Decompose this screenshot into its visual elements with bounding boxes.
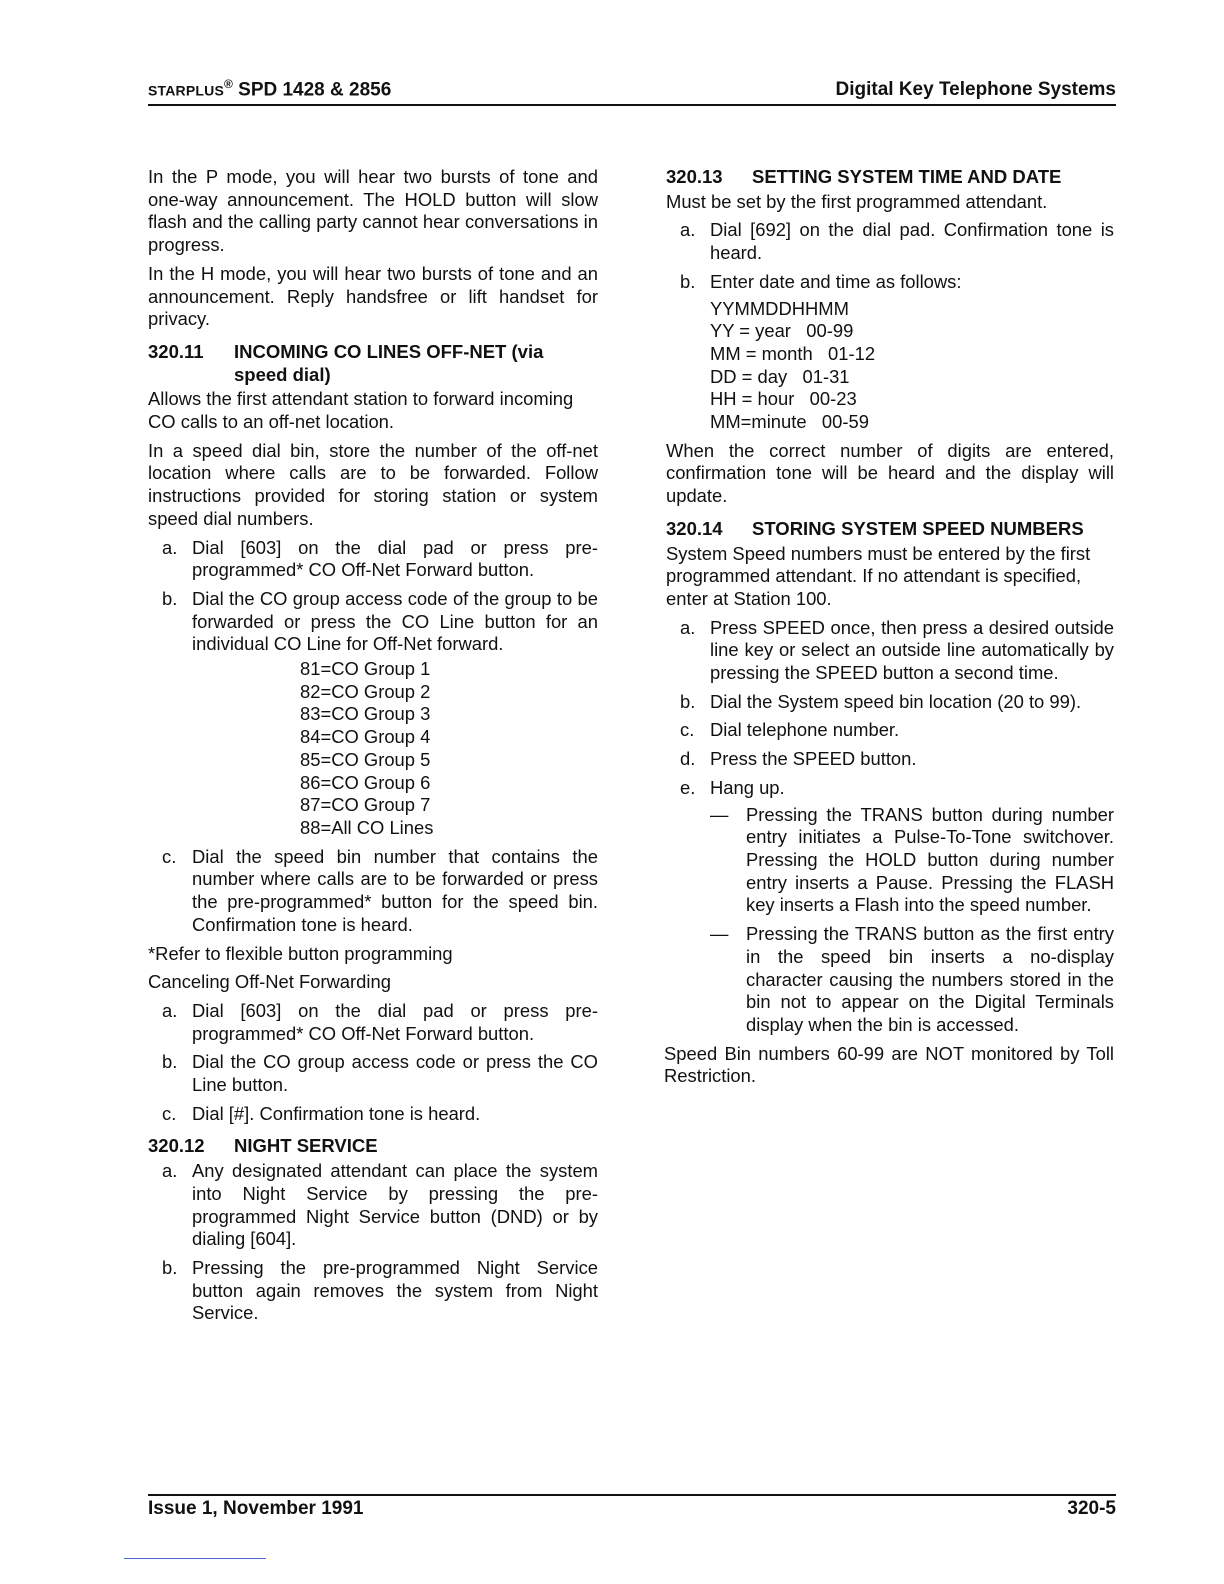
list-marker: a. [162,1160,178,1182]
list-item [666,777,1114,1037]
co-group-code: 81=CO Group 1 [300,658,431,680]
list-item [148,846,598,937]
format-line: MM=minute 00-59 [710,411,869,433]
section-heading-320-14 [666,518,1114,541]
right-column [666,166,1114,1094]
cancel-subheading: Canceling Off-Net Forwarding [148,971,391,993]
toll-restriction-paragraph: Speed Bin numbers 60-99 are NOT monitored by Toll Restriction. [664,1042,1114,1087]
list-marker: b. [680,270,696,292]
section-number: 320.11 [148,340,204,362]
confirmation-paragraph: When the correct number of digits are entered, confirmation tone will be heard and the display will update. [666,439,1114,507]
list-item [148,1051,598,1096]
list-marker: a. [680,219,696,241]
section-title: NIGHT SERVICE [234,1135,378,1157]
list-marker: b. [162,587,178,609]
section-paragraph: In a speed dial bin, store the number of the off-net location where calls are to be forwarded. Follow instructions provided for storing station or system speed dial numbers. [148,439,598,529]
format-line: MM = month 01-12 [710,342,876,364]
list-item [148,1160,598,1251]
list-marker: d. [680,748,696,770]
note-text: Pressing the TRANS button as the first entry in the speed bin inserts a no-display character causing the numbers stored in the bin not to appear on the Digital Terminals display when the bin is accessed. [746,923,1114,1035]
list-marker: e. [680,776,696,798]
section-number: 320.13 [666,166,723,187]
co-group-code: 85=CO Group 5 [300,748,431,770]
format-line: YY = year 00-99 [710,320,854,342]
list-text: Dial [603] on the dial pad or press pre-programmed* CO Off-Net Forward button. [192,536,598,581]
list-text: Dial the speed bin number that contains the number where calls are to be forwarded or press the pre-programmed* button for the speed bin. Confirmation tone is heard. [192,845,598,935]
list-marker: c. [162,845,177,867]
left-column [148,166,598,1331]
time-date-steps [666,219,1114,433]
list-text: Enter date and time as follows: [710,270,962,292]
note-item [710,923,1114,1037]
list-text: Hang up. [710,776,785,798]
product-model: SPD 1428 & 2856 [238,79,392,100]
list-marker: c. [162,1102,177,1124]
dash-marker: — [710,923,729,945]
note-item [710,804,1114,918]
list-text: Press SPEED once, then press a desired outside line key or select an outside line automatically by pressing the SPEED button a second time. [710,616,1114,684]
list-text: Pressing the pre-programmed Night Service button again removes the system from Night Service. [192,1256,598,1324]
h-mode-paragraph: In the H mode, you will hear two bursts of tone and an announcement. Reply handsfree or lift handset for privacy. [148,262,598,330]
format-line: DD = day 01-31 [710,365,850,387]
section-title: STORING SYSTEM SPEED NUMBERS [752,517,1084,539]
co-group-codes [192,658,598,840]
list-item [666,617,1114,685]
speed-number-steps [666,617,1114,1037]
list-item [148,1103,598,1126]
co-group-code: 83=CO Group 3 [300,703,431,725]
scan-artifact-line [124,1558,266,1559]
co-group-code: 86=CO Group 6 [300,771,431,793]
product-name: STARPLUS [148,82,225,98]
list-text: Dial [692] on the dial pad. Confirmation tone is heard. [710,219,1114,264]
list-text: Dial the CO group access code of the group to be forwarded or press the CO Line button for an individual CO Line for Off-Net forward. [192,587,598,655]
issue-date: Issue 1, November 1991 [148,1498,364,1519]
co-group-code: 87=CO Group 7 [300,794,431,816]
section-title: INCOMING CO LINES OFF-NET (via [234,340,544,362]
list-item [666,719,1114,742]
list-item [666,748,1114,771]
section-number: 320.14 [666,517,723,539]
header-title: Digital Key Telephone Systems [835,79,1116,100]
list-item [148,588,598,840]
list-text: Dial [#]. Confirmation tone is heard. [192,1102,481,1124]
footnote: *Refer to flexible button programming [148,942,453,964]
list-item [148,537,598,582]
section-heading-320-12 [148,1135,598,1158]
list-item [666,219,1114,264]
date-time-format [710,298,1114,434]
list-text: Dial the System speed bin location (20 to 99). [710,690,1082,712]
co-group-code: 82=CO Group 2 [300,680,431,702]
page-header [148,72,1116,106]
section-title: SETTING SYSTEM TIME AND DATE [752,166,1062,187]
list-marker: b. [680,690,696,712]
section-intro: Allows the first attendant station to forward incoming CO calls to an off-net location. [148,388,574,433]
registered-mark: ® [224,76,233,91]
cancel-steps [148,1000,598,1126]
page-number: 320-5 [1067,1498,1116,1519]
list-text: Any designated attendant can place the system into Night Service by pressing the pre-programmed Night Service button (DND) or by dialing [604]. [192,1160,598,1250]
list-item [666,691,1114,714]
list-marker: a. [162,999,178,1021]
list-text: Press the SPEED button. [710,748,917,770]
co-group-code: 84=CO Group 4 [300,726,431,748]
co-group-code: 88=All CO Lines [300,816,434,838]
speed-notes [710,804,1114,1037]
note-text: Pressing the TRANS button during number entry initiates a Pulse-To-Tone switchover. Pressing the HOLD button during number entry inserts a Pause. Pressing the FLASH key inserts a Flash into the speed number. [746,803,1114,916]
list-marker: b. [162,1051,178,1073]
forward-steps [148,537,598,937]
list-text: Dial [603] on the dial pad or press pre-programmed* CO Off-Net Forward button. [192,999,598,1044]
section-number: 320.12 [148,1135,205,1157]
list-marker: a. [162,536,178,558]
list-marker: a. [680,616,696,638]
header-product [148,77,391,101]
p-mode-paragraph: In the P mode, you will hear two bursts of tone and one-way announcement. The HOLD button will slow flash and the calling party cannot hear conversations in progress. [148,166,598,256]
list-text: Dial telephone number. [710,719,900,741]
section-heading-320-13 [666,166,1114,189]
section-title-continued: speed dial) [234,363,331,385]
list-marker: b. [162,1256,178,1278]
format-line: YYMMDDHHMM [710,297,849,319]
list-item [666,271,1114,434]
format-line: HH = hour 00-23 [710,388,857,410]
section-intro: System Speed numbers must be entered by the first programmed attendant. If no attendant is specified, enter at Station 100. [666,542,1091,609]
list-item [148,1257,598,1325]
list-marker: c. [680,719,695,741]
list-text: Dial the CO group access code or press the CO Line button. [192,1051,598,1096]
page-footer [148,1494,1116,1519]
section-intro: Must be set by the first programmed attendant. [666,190,1048,212]
dash-marker: — [710,803,729,825]
section-heading-320-11 [148,341,598,386]
night-service-steps [148,1160,598,1325]
list-item [148,1000,598,1045]
